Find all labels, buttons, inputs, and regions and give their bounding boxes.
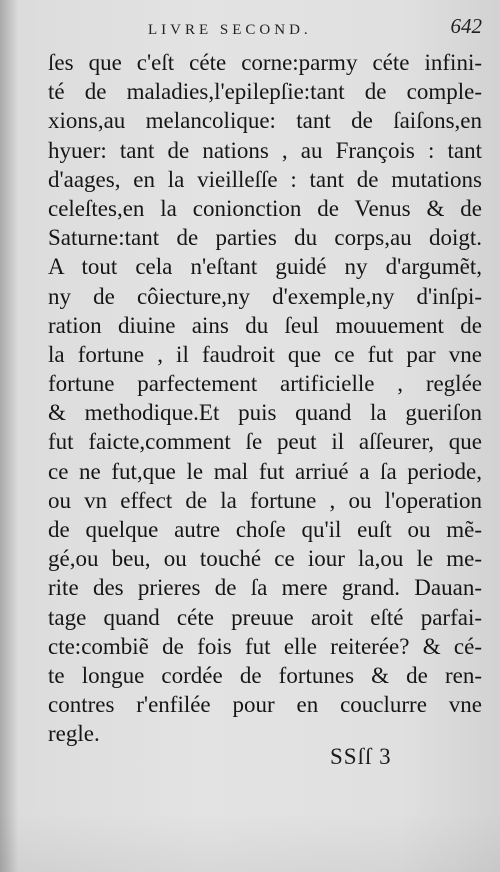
text-line: fut faicte,comment ſe peut il aſſeurer, que	[48, 429, 482, 455]
body-text	[48, 48, 482, 749]
text-line-last: regle.	[48, 721, 100, 747]
text-line: d'aages, en la vieilleſſe : tant de mutations	[48, 166, 482, 192]
text-line: ration diuine ains du ſeul mouuement de	[48, 312, 482, 338]
text-line: A tout cela n'eſtant guidé ny d'argumẽt,	[48, 254, 482, 280]
text-line: ny de côiecture,ny d'exemple,ny d'inſpi-	[48, 283, 482, 309]
bottom-fade	[0, 812, 500, 872]
text-line: cte:combiẽ de fois fut elle reiterée? & cé-	[48, 633, 482, 659]
text-line: te longue cordée de fortunes & de ren-	[48, 662, 482, 688]
text-line: ou vn effect de la fortune , ou l'operation	[48, 487, 482, 513]
page-number: 642	[450, 14, 482, 38]
text-line: de quelque autre choſe qu'il euſt ou mẽ-	[48, 517, 482, 542]
text-line: Saturne:tant de parties du corps,au doigt.	[48, 225, 482, 251]
text-line: gé,ou beu, ou touché ce iour la,ou le me-	[48, 546, 482, 572]
page-header	[0, 4, 500, 44]
text-line: rite des prieres de ſa mere grand. Dauan-	[48, 575, 482, 601]
text-line: & methodique.Et puis quand la gueriſon	[48, 400, 482, 426]
signature-mark: SSſſ 3	[330, 744, 392, 769]
gutter-shadow	[0, 0, 18, 872]
text-line: contres r'enfilée pour en couclurre vne	[48, 692, 482, 718]
text-line: tage quand céte preuue aroit eſté parfai-	[48, 604, 482, 630]
text-line: hyuer: tant de nations , au François : tant	[48, 137, 482, 163]
running-title: LIVRE SECOND.	[148, 22, 312, 38]
text-line: fortune parfectement artificielle , reglée	[48, 371, 482, 397]
text-line: ce ne fut,que le mal fut arriué a ſa periode,	[48, 458, 482, 484]
text-line: xions,au melancolique: tant de ſaiſons,en	[48, 108, 482, 134]
text-line: celeſtes,en la conionction de Venus & de	[48, 195, 482, 221]
text-line: té de maladies,l'epilepſie:tant de comple-	[48, 79, 482, 105]
text-line: ſes que c'eſt céte corne:parmy céte infini-	[48, 50, 482, 75]
text-line: la fortune , il faudroit que ce fut par vne	[48, 341, 482, 367]
